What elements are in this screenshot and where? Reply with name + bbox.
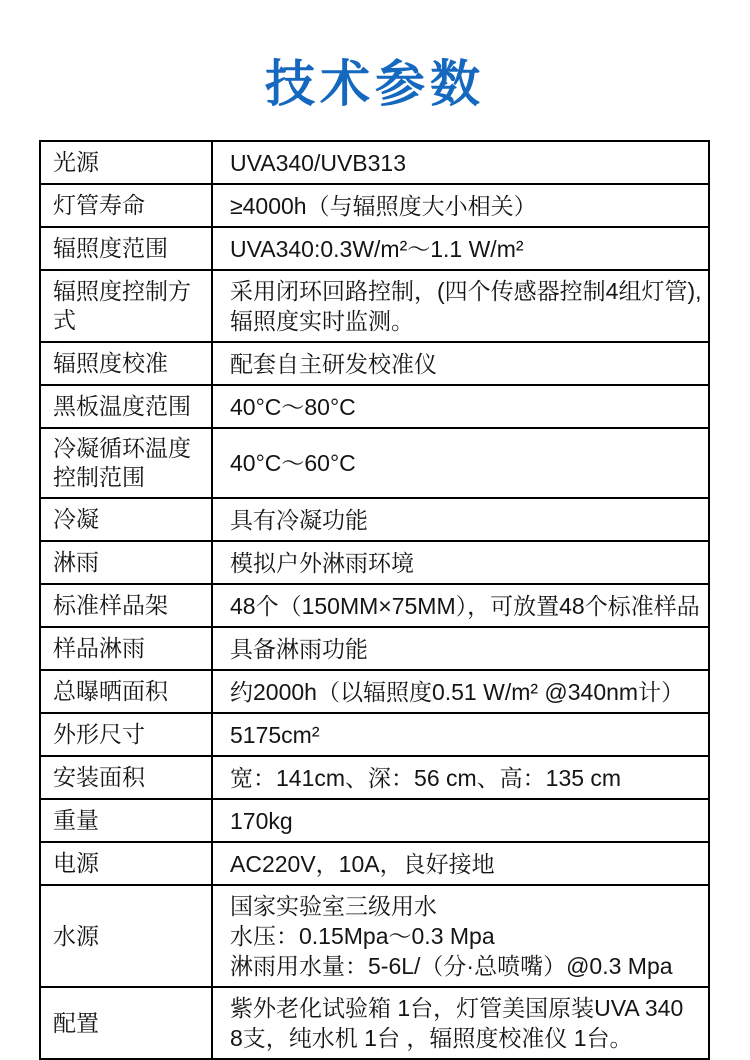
spec-value — [213, 386, 708, 427]
spec-value-line: 具备淋雨功能 — [230, 635, 368, 662]
spec-value-line: 辐照度实时监测。 — [230, 308, 414, 334]
spec-label: 电源 — [41, 843, 213, 884]
spec-value-line: 40°C～60°C — [230, 450, 356, 476]
spec-value — [213, 585, 708, 626]
table-row — [41, 757, 708, 800]
spec-value — [213, 429, 708, 497]
spec-value-line: 170kg — [230, 807, 293, 834]
spec-value — [213, 988, 708, 1058]
spec-value-line: 紫外老化试验箱 1台，灯管美国原装UVA 340 — [230, 995, 684, 1021]
spec-value — [213, 800, 708, 841]
spec-label: 冷凝循环温度控制范围 — [41, 429, 213, 497]
spec-value-line: 具有冷凝功能 — [230, 506, 368, 533]
spec-label: 辐照度校准 — [41, 343, 213, 384]
spec-value-line: UVA340/UVB313 — [230, 149, 407, 176]
table-row — [41, 142, 708, 185]
table-row — [41, 386, 708, 429]
spec-label: 黑板温度范围 — [41, 386, 213, 427]
table-row — [41, 988, 708, 1058]
table-row — [41, 843, 708, 886]
spec-value-line: 40°C～80°C — [230, 393, 356, 420]
spec-label: 总曝晒面积 — [41, 671, 213, 712]
spec-value — [213, 714, 708, 755]
spec-value — [213, 228, 708, 269]
spec-value-line: ≥4000h（与辐照度大小相关） — [230, 192, 537, 219]
spec-value-line: 8支，纯水机 1台 ，辐照度校准仪 1台。 — [230, 1025, 633, 1051]
table-row — [41, 585, 708, 628]
spec-value-line: AC220V，10A，良好接地 — [230, 850, 495, 877]
table-row — [41, 542, 708, 585]
table-row — [41, 343, 708, 386]
spec-value — [213, 542, 708, 583]
spec-label: 光源 — [41, 142, 213, 183]
spec-label: 辐照度范围 — [41, 228, 213, 269]
spec-value-line: 48个（150MM×75MM），可放置48个标准样品 — [230, 592, 700, 619]
spec-value-line: 宽：141cm、深：56 cm、高：135 cm — [230, 764, 622, 791]
table-row — [41, 886, 708, 988]
spec-label: 淋雨 — [41, 542, 213, 583]
spec-value — [213, 671, 708, 712]
spec-value-line: 采用闭环回路控制，(四个传感器控制4组灯管), — [230, 278, 702, 304]
spec-value-line: 5175cm² — [230, 721, 320, 748]
spec-label: 样品淋雨 — [41, 628, 213, 669]
spec-value-line: 约2000h（以辐照度0.51 W/m² @340nm计） — [230, 678, 685, 705]
table-row — [41, 671, 708, 714]
spec-label: 重量 — [41, 800, 213, 841]
spec-label: 灯管寿命 — [41, 185, 213, 226]
spec-label: 安装面积 — [41, 757, 213, 798]
spec-value — [213, 843, 708, 884]
spec-value — [213, 271, 708, 341]
table-row — [41, 185, 708, 228]
spec-value-line: 淋雨用水量：5-6L/（分·总喷嘴）@0.3 Mpa — [230, 953, 673, 979]
table-row — [41, 714, 708, 757]
spec-label: 标准样品架 — [41, 585, 213, 626]
spec-value-line: 配套自主研发校准仪 — [230, 350, 437, 377]
spec-value-line: 国家实验室三级用水 — [230, 893, 437, 919]
spec-value — [213, 343, 708, 384]
page-title: 技术参数 — [265, 56, 485, 112]
spec-value — [213, 628, 708, 669]
spec-label: 配置 — [41, 988, 213, 1058]
spec-value — [213, 142, 708, 183]
table-row — [41, 628, 708, 671]
spec-value — [213, 886, 708, 986]
spec-label: 外形尺寸 — [41, 714, 213, 755]
spec-value — [213, 185, 708, 226]
spec-value-line: 模拟户外淋雨环境 — [230, 549, 414, 576]
spec-table — [39, 140, 710, 1060]
spec-label: 水源 — [41, 886, 213, 986]
spec-value-line: UVA340:0.3W/m²～1.1 W/m² — [230, 235, 524, 262]
spec-label: 冷凝 — [41, 499, 213, 540]
table-row — [41, 271, 708, 343]
table-row — [41, 228, 708, 271]
table-row — [41, 800, 708, 843]
table-row — [41, 499, 708, 542]
spec-value — [213, 757, 708, 798]
spec-value — [213, 499, 708, 540]
table-row — [41, 429, 708, 499]
spec-label: 辐照度控制方式 — [41, 271, 213, 341]
spec-value-line: 水压：0.15Mpa～0.3 Mpa — [230, 923, 495, 949]
